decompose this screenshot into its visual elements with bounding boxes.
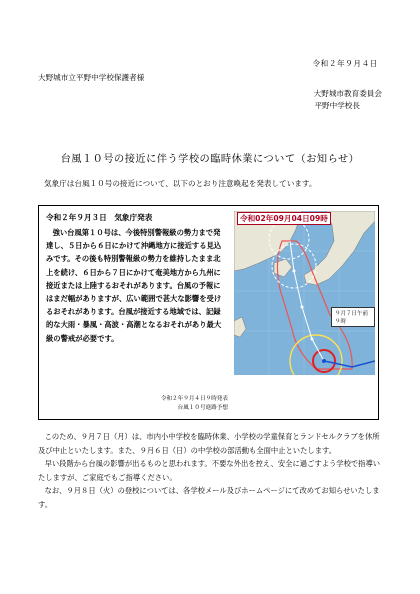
document-date: 令和２年９月４日 — [312, 59, 378, 68]
forecast-map-image — [234, 211, 375, 375]
map-forecast-label: ９月７日午前９時 — [331, 307, 375, 327]
body-text — [38, 430, 383, 511]
sender-principal: 平野中学校長 — [314, 101, 360, 110]
map-caption-title: 台風１０号進路予想 — [177, 405, 228, 411]
body-paragraph: このため、９月７日（月）は、市内小中学校を臨時休業、小学校の学童保育とランドセルクラブを休所及び中止といたします。また、９月６日（日）の中学校の部活動も全面中止といたします。 — [38, 432, 380, 455]
document-title: 台風１０号の接近に伴う学校の臨時休業について（お知らせ） — [60, 154, 360, 165]
intro-text: 気象庁は台風１０号の接近について、以下のとおり注意喚起を発表しています。 — [44, 179, 317, 188]
notice-paragraph: 強い台風第１０号は、今後特別警報級の勢力まで発達し、５日から６日にかけて沖縄地方に接近する見込みです。その後も特別警報級の勢力を維持したまま北上を続け、６日から７日にかけて奄美地方から九州に接近または上陸するおそれがあります。台風の予報にはまだ幅がありますが、広い範囲で甚大な影響を受けるおそれがあります。台風が接近する地域では、記録的な大雨・暴風・高波・高潮となるおそれがあり最大級の警戒が必要です。 — [46, 228, 222, 343]
weather-notice-box — [38, 205, 379, 420]
sender-board: 大野城市教育委員会 — [313, 89, 382, 98]
recipient: 大野城市立平野中学校保護者様 — [38, 73, 145, 82]
map-caption-date: 令和２年９月４日９時発表 — [160, 396, 228, 402]
typhoon-track-map — [234, 211, 375, 375]
body-paragraph: なお、９月８日（火）の登校については、各学校メール及びホームページにて改めてお知らせいたします。 — [38, 486, 380, 509]
map-timestamp: 令和02年09月04日09時 — [237, 212, 331, 225]
notice-heading: 令和２年９月３日 気象庁発表 — [46, 213, 153, 222]
body-paragraph: 早い段階から台風の影響が出るものと思われます。不要な外出を控え、安全に過ごすよう学校で指導いたしますが、ご家庭でもご指導ください。 — [38, 459, 381, 482]
notice-text — [46, 226, 226, 345]
